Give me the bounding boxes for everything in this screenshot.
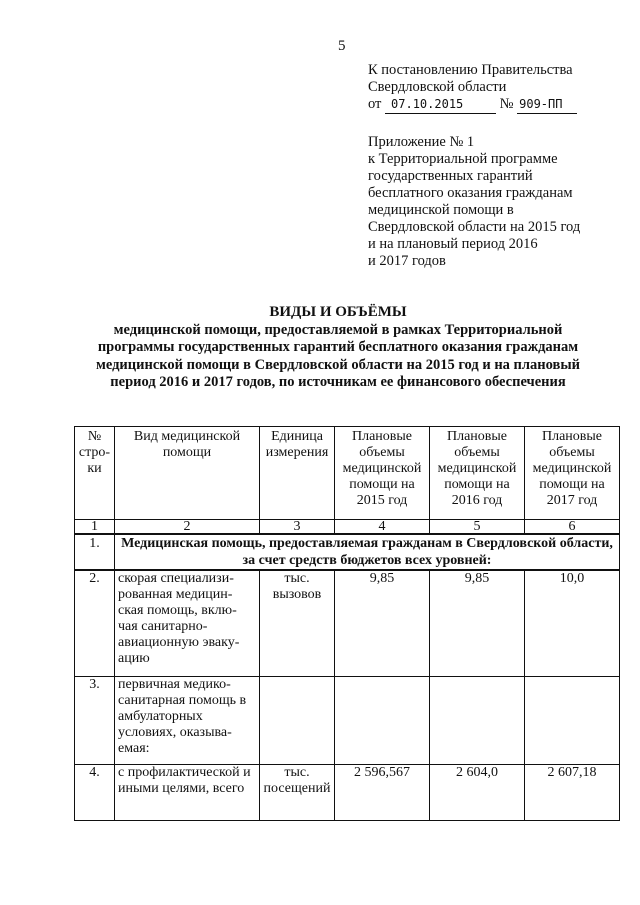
unit: тыс. вызовов — [260, 570, 335, 676]
title-line-4: медицинской помощи в Свердловской области на 2015 год и на плановый — [95, 356, 581, 373]
title-line-1: ВИДЫ И ОБЪЁМЫ — [269, 304, 407, 320]
header-2017: Плановые объемы медицинской помощи на 2017 год — [525, 427, 620, 520]
table-header-row — [75, 427, 620, 520]
title-line-2: медицинской помощи, предоставляемой в рамках Территориальной — [113, 321, 563, 338]
header-2015: Плановые объемы медицинской помощи на 2015 год — [335, 427, 430, 520]
volume-2017: 2 607,18 — [525, 764, 620, 820]
volume-2016: 2 604,0 — [430, 764, 525, 820]
column-number: 4 — [335, 520, 430, 535]
appendix-line: медицинской помощи в — [368, 202, 514, 218]
header-line-1: К постановлению Правительства — [368, 62, 573, 78]
date-prefix: от — [368, 96, 382, 112]
volume-2016 — [430, 676, 525, 764]
row-number: 4. — [75, 764, 115, 820]
volume-2017: 10,0 — [525, 570, 620, 676]
number-prefix: № — [499, 96, 514, 112]
column-number-row — [75, 520, 620, 535]
header-row-number: № стро-ки — [75, 427, 115, 520]
appendix-line: и на плановый период 2016 — [368, 236, 538, 252]
header-care-type: Вид медицинской помощи — [115, 427, 260, 520]
resolution-number: 909-ПП — [517, 96, 577, 114]
title-line-3: программы государственных гарантий бесплатного оказания гражданам — [97, 339, 579, 355]
volume-2015: 2 596,567 — [335, 764, 430, 820]
header-unit: Единица измерения — [260, 427, 335, 520]
volumes-table — [74, 426, 620, 821]
header-date-line — [368, 96, 628, 114]
section-title: Медицинская помощь, предоставляемая гражданам в Свердловской области, за счет средств бюджетов всех уровней: — [115, 534, 620, 570]
care-type: с профилактической и иными целями, всего — [115, 764, 260, 820]
appendix-line: Свердловской области на 2015 год — [368, 219, 581, 235]
unit — [260, 676, 335, 764]
column-number: 6 — [525, 520, 620, 535]
document-header — [368, 62, 628, 270]
unit: тыс. посещений — [260, 764, 335, 820]
appendix-line: бесплатного оказания гражданам — [368, 185, 573, 201]
section-number: 1. — [75, 534, 115, 570]
header-line-2: Свердловской области — [368, 79, 507, 95]
row-number: 2. — [75, 570, 115, 676]
appendix-line: и 2017 годов — [368, 253, 446, 269]
column-number: 2 — [115, 520, 260, 535]
column-number: 1 — [75, 520, 115, 535]
page-number: 5 — [338, 38, 346, 54]
title-line-5: период 2016 и 2017 годов, по источникам ее финансового обеспечения — [110, 374, 566, 390]
care-type: первичная медико-санитарная помощь в амбулаторных условиях, оказыва-емая: — [115, 676, 260, 764]
row-number: 3. — [75, 676, 115, 764]
column-number: 3 — [260, 520, 335, 535]
volume-2015 — [335, 676, 430, 764]
table-row — [75, 764, 620, 820]
volume-2015: 9,85 — [335, 570, 430, 676]
volume-2017 — [525, 676, 620, 764]
appendix-line: к Территориальной программе — [368, 151, 558, 167]
section-row — [75, 534, 620, 570]
volume-2016: 9,85 — [430, 570, 525, 676]
appendix-line: Приложение № 1 — [368, 134, 475, 150]
care-type: скорая специализи-рованная медицин-ская помощь, вклю-чая санитарно-авиационную эваку-ацию — [115, 570, 260, 676]
table-row — [75, 570, 620, 676]
appendix-line: государственных гарантий — [368, 168, 533, 184]
header-2016: Плановые объемы медицинской помощи на 2016 год — [430, 427, 525, 520]
column-number: 5 — [430, 520, 525, 535]
table-row — [75, 676, 620, 764]
document-title — [64, 304, 612, 392]
resolution-date: 07.10.2015 — [385, 96, 496, 114]
